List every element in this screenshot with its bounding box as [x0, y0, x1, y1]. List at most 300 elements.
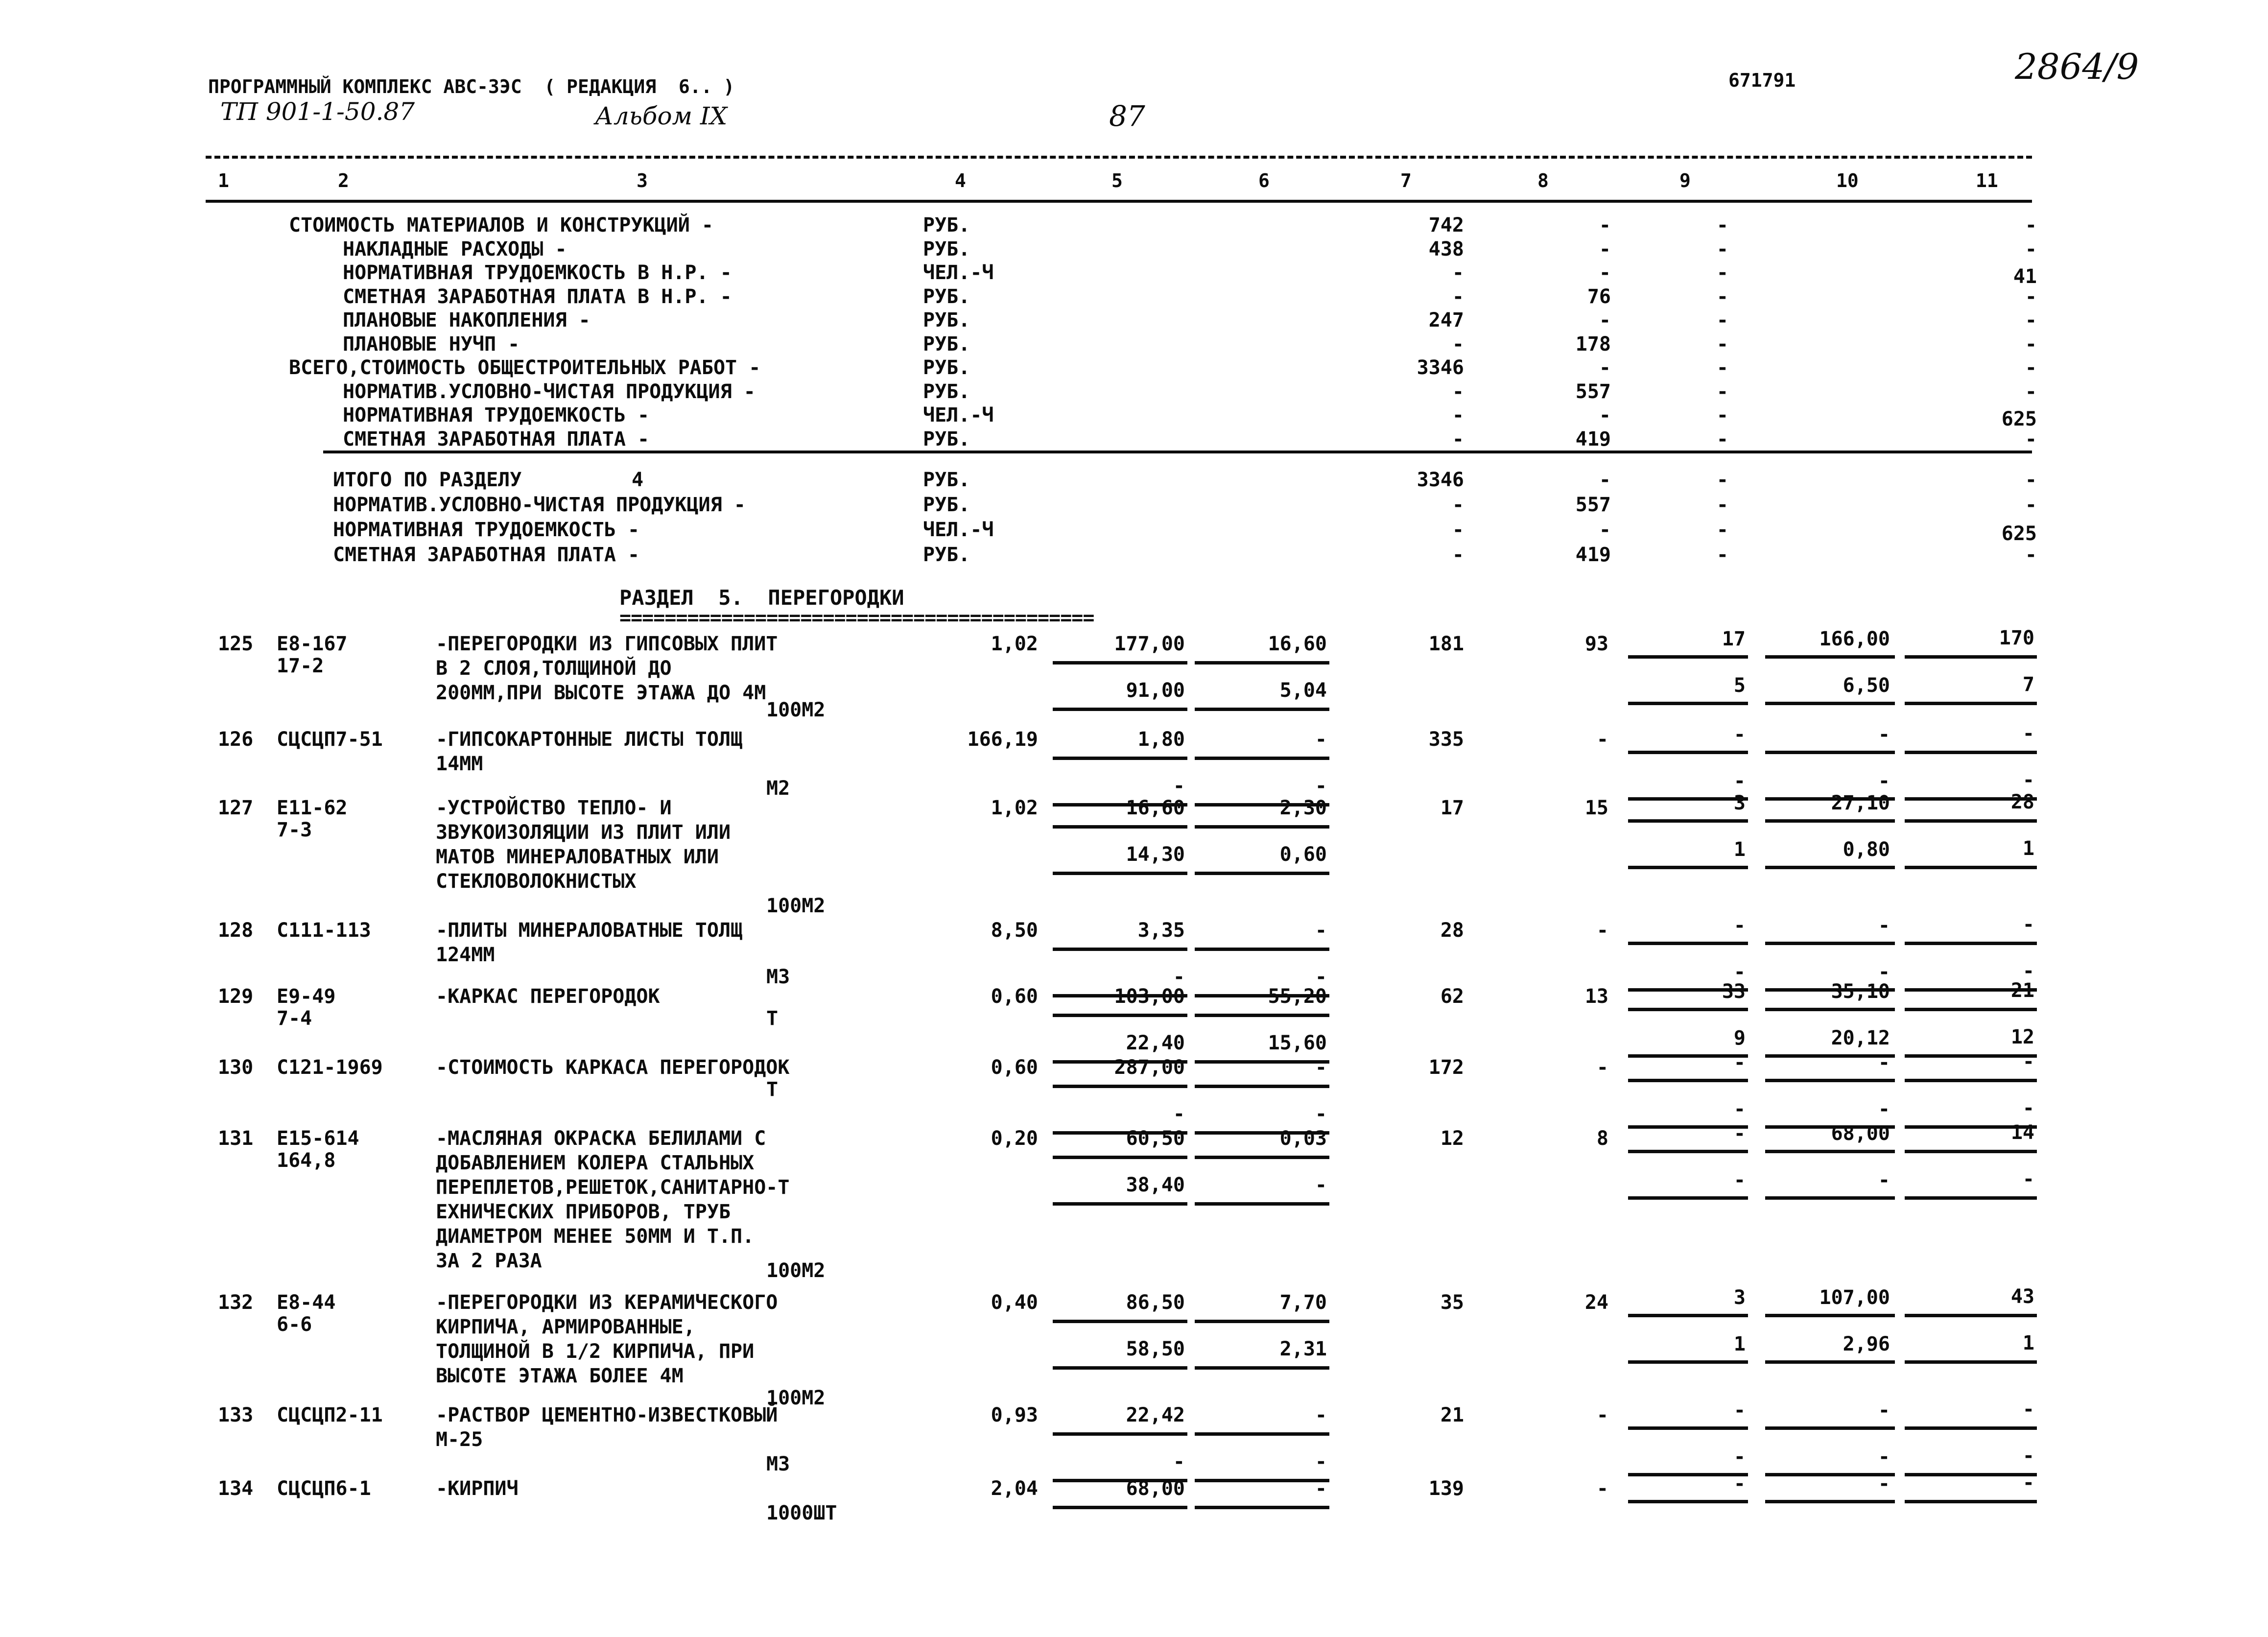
labour-col10-underline	[1765, 1473, 1895, 1476]
col9-underline	[1628, 1150, 1748, 1153]
labour-col9-underline	[1628, 702, 1748, 705]
summary-label: ПЛАНОВЫЕ НАКОПЛЕНИЯ -	[343, 309, 591, 332]
item-price-wages: -	[1315, 919, 1327, 942]
summary-col11: -	[2025, 356, 2037, 379]
summary-col9: -	[1716, 214, 1728, 237]
summary-col9: -	[1716, 427, 1728, 451]
item-col9: 3	[1733, 792, 1746, 814]
item-code: Е9-49	[277, 985, 336, 1008]
labour-col10-underline	[1765, 702, 1895, 705]
price-underline	[1053, 825, 1187, 829]
summary-col9: -	[1716, 309, 1728, 332]
item-labour-col10: -	[1878, 1446, 1890, 1468]
item-labour-total: 91,00	[1126, 679, 1185, 702]
item-labour-col9: 1	[1733, 838, 1746, 861]
item-col10: -	[1878, 914, 1890, 937]
item-labour-col10: 20,12	[1831, 1027, 1890, 1049]
summary-col8: -	[1599, 356, 1611, 379]
totals-col8: 557	[1575, 494, 1611, 516]
item-col10: -	[1878, 1472, 1890, 1495]
item-description-line: -КИРПИЧ	[436, 1477, 519, 1500]
item-col11: 28	[2010, 791, 2034, 813]
item-code: Е15-614	[277, 1127, 359, 1150]
item-col8: 13	[1584, 985, 1608, 1008]
col9-underline	[1628, 942, 1748, 945]
item-labour-col11: 1	[2022, 837, 2034, 860]
column-header: 11	[1976, 170, 1998, 191]
item-description-line: -КАРКАС ПЕРЕГОРОДОК	[436, 985, 660, 1008]
item-labour-col11: 7	[2022, 673, 2034, 696]
item-cost-total: 21	[1440, 1404, 1464, 1426]
col11-underline	[1905, 942, 2037, 945]
column-header: 4	[955, 170, 966, 191]
summary-label: СМЕТНАЯ ЗАРАБОТНАЯ ПЛАТА В Н.Р. -	[343, 285, 732, 308]
item-number: 126	[218, 728, 254, 751]
item-number: 131	[218, 1127, 254, 1150]
totals-col9: -	[1716, 519, 1728, 541]
col10-underline	[1765, 819, 1895, 823]
item-description-line: ПЕРЕПЛЕТОВ,РЕШЕТОК,САНИТАРНО-Т	[436, 1176, 790, 1199]
col10-underline	[1765, 1426, 1895, 1430]
item-description-line: ЕХНИЧЕСКИХ ПРИБОРОВ, ТРУБ	[436, 1201, 731, 1223]
totals-col8: -	[1599, 519, 1611, 541]
labour-underline	[1195, 1479, 1329, 1482]
labour-col9-underline	[1628, 1125, 1748, 1129]
item-quantity: 0,40	[991, 1291, 1038, 1314]
item-col11: 170	[1999, 627, 2034, 649]
item-cost-total: 17	[1440, 797, 1464, 819]
summary-col7: 438	[1428, 237, 1464, 261]
item-col10: -	[1878, 723, 1890, 746]
item-col11: -	[2022, 913, 2034, 936]
labour-underline	[1053, 708, 1187, 711]
item-labour-total: -	[1173, 1103, 1185, 1125]
summary-label: НОРМАТИВНАЯ ТРУДОЕМКОСТЬ В Н.Р. -	[343, 261, 732, 284]
totals-unit: РУБ.	[923, 469, 970, 491]
item-code: СЦСЦП2-11	[277, 1404, 383, 1426]
item-description-line: 200ММ,ПРИ ВЫСОТЕ ЭТАЖА ДО 4М	[436, 682, 766, 704]
summary-col8: -	[1599, 214, 1611, 237]
item-quantity: 0,60	[991, 1056, 1038, 1079]
totals-col7: -	[1452, 494, 1464, 516]
price-underline	[1195, 757, 1329, 760]
item-code-sub: 7-4	[277, 1007, 312, 1030]
item-col11: 43	[2010, 1285, 2034, 1308]
totals-col7: -	[1452, 519, 1464, 541]
totals-col8: 419	[1575, 544, 1611, 566]
summary-col7: -	[1452, 332, 1464, 356]
column-header: 10	[1836, 170, 1859, 191]
section-title-rule: ==========================================	[619, 607, 1094, 629]
item-price-total: 60,50	[1126, 1127, 1185, 1150]
item-quantity: 2,04	[991, 1477, 1038, 1500]
price-underline	[1195, 948, 1329, 951]
summary-col8: -	[1599, 404, 1611, 427]
item-labour-col9: -	[1733, 961, 1746, 983]
summary-col7: -	[1452, 404, 1464, 427]
item-col9: -	[1733, 1122, 1746, 1145]
item-code: Е11-62	[277, 797, 348, 819]
col10-underline	[1765, 751, 1895, 754]
item-description-line: -ПЕРЕГОРОДКИ ИЗ КЕРАМИЧЕСКОГО	[436, 1291, 778, 1314]
item-quantity: 1,02	[991, 633, 1038, 655]
item-cost-total: 35	[1440, 1291, 1464, 1314]
item-quantity: 0,93	[991, 1404, 1038, 1426]
summary-col8: 419	[1575, 427, 1611, 451]
item-col8: 93	[1584, 633, 1608, 655]
item-price-wages: -	[1315, 1404, 1327, 1426]
item-unit: М3	[766, 1453, 790, 1475]
item-unit: Т	[766, 1007, 779, 1030]
price-underline	[1195, 661, 1329, 664]
item-labour-col9: -	[1733, 1446, 1746, 1468]
item-description-line: 124ММ	[436, 944, 495, 966]
item-labour-col11: -	[2022, 769, 2034, 791]
col11-underline	[1905, 1079, 2037, 1082]
item-price-total: 103,00	[1114, 985, 1185, 1008]
price-underline	[1195, 825, 1329, 829]
column-header: 2	[338, 170, 349, 191]
item-description-line: В 2 СЛОЯ,ТОЛЩИНОЙ ДО	[436, 657, 672, 680]
item-cost-total: 172	[1428, 1056, 1464, 1079]
summary-label: СТОИМОСТЬ МАТЕРИАЛОВ И КОНСТРУКЦИЙ -	[289, 214, 713, 237]
summary-unit: РУБ.	[923, 309, 970, 332]
item-code: С121-1969	[277, 1056, 383, 1079]
item-description-line: ЗВУКОИЗОЛЯЦИИ ИЗ ПЛИТ ИЛИ	[436, 821, 731, 844]
item-labour-total: -	[1173, 775, 1185, 797]
summary-col11: 625	[2001, 408, 2037, 430]
item-col10: -	[1878, 1051, 1890, 1074]
price-underline	[1053, 1432, 1187, 1436]
item-labour-machines: -	[1315, 775, 1327, 797]
labour-col11-underline	[1905, 1473, 2037, 1476]
price-underline	[1195, 1320, 1329, 1323]
price-underline	[1195, 1156, 1329, 1159]
item-col11: 14	[2010, 1121, 2034, 1144]
summary-unit: РУБ.	[923, 356, 970, 379]
item-labour-total: 58,50	[1126, 1338, 1185, 1360]
item-description-line: М-25	[436, 1428, 483, 1451]
item-col9: -	[1733, 1472, 1746, 1495]
col10-underline	[1765, 1079, 1895, 1082]
labour-col11-underline	[1905, 1054, 2037, 1058]
item-price-total: 1,80	[1137, 728, 1185, 751]
page-number: 87	[1109, 99, 1145, 133]
item-description-line: 14ММ	[436, 753, 483, 775]
item-description-line: СТЕКЛОВОЛОКНИСТЫХ	[436, 870, 637, 893]
item-labour-machines: 0,60	[1279, 843, 1327, 866]
item-col10: 27,10	[1831, 792, 1890, 814]
item-col8: -	[1596, 1404, 1608, 1426]
column-header: 5	[1111, 170, 1123, 191]
item-price-wages: -	[1315, 1056, 1327, 1079]
col9-underline	[1628, 1426, 1748, 1430]
item-description-line: -СТОИМОСТЬ КАРКАСА ПЕРЕГОРОДОК	[436, 1056, 790, 1079]
labour-underline	[1053, 872, 1187, 875]
labour-col10-underline	[1765, 1360, 1895, 1364]
col11-underline	[1905, 1150, 2037, 1153]
item-number: 128	[218, 919, 254, 942]
summary-col8: 557	[1575, 380, 1611, 403]
column-header: 8	[1537, 170, 1549, 191]
col9-underline	[1628, 751, 1748, 754]
item-description-line: ЗА 2 РАЗА	[436, 1250, 542, 1272]
totals-col7: -	[1452, 544, 1464, 566]
item-cost-total: 139	[1428, 1477, 1464, 1500]
labour-col11-underline	[1905, 1360, 2037, 1364]
item-price-total: 68,00	[1126, 1477, 1185, 1500]
item-unit: 100М2	[766, 1259, 826, 1282]
item-description-line: -ГИПСОКАРТОННЫЕ ЛИСТЫ ТОЛЩ	[436, 728, 743, 751]
item-col9: -	[1733, 914, 1746, 937]
totals-col11: -	[2025, 544, 2037, 566]
item-unit: М3	[766, 966, 790, 988]
item-quantity: 8,50	[991, 919, 1038, 942]
item-cost-total: 12	[1440, 1127, 1464, 1150]
summary-col8: 178	[1575, 332, 1611, 356]
document-number: 671791	[1728, 70, 1796, 91]
item-col9: -	[1733, 1051, 1746, 1074]
item-price-wages: 2,30	[1279, 797, 1327, 819]
item-description-line: ДИАМЕТРОМ МЕНЕЕ 50ММ И Т.П.	[436, 1225, 755, 1248]
item-labour-col10: -	[1878, 961, 1890, 983]
item-col9: 3	[1733, 1286, 1746, 1309]
price-underline	[1053, 1085, 1187, 1088]
header-rule-bottom	[206, 200, 2032, 203]
totals-col11: 625	[2001, 522, 2037, 545]
summary-unit: РУБ.	[923, 237, 970, 261]
item-labour-machines: -	[1315, 966, 1327, 988]
item-labour-col11: -	[2022, 960, 2034, 982]
item-quantity: 0,20	[991, 1127, 1038, 1150]
labour-col10-underline	[1765, 1054, 1895, 1058]
item-description-line: -МАСЛЯНАЯ ОКРАСКА БЕЛИЛАМИ С	[436, 1127, 766, 1150]
totals-col7: 3346	[1417, 469, 1464, 491]
item-number: 125	[218, 633, 254, 655]
item-labour-machines: -	[1315, 1174, 1327, 1196]
header-rule-top	[206, 156, 2032, 159]
item-code-sub: 164,8	[277, 1149, 336, 1172]
col10-underline	[1765, 1500, 1895, 1503]
totals-col11: -	[2025, 494, 2037, 516]
item-cost-total: 335	[1428, 728, 1464, 751]
summary-unit: РУБ.	[923, 214, 970, 237]
totals-col9: -	[1716, 469, 1728, 491]
item-col8: 8	[1596, 1127, 1608, 1150]
item-price-wages: -	[1315, 728, 1327, 751]
summary-col8: -	[1599, 237, 1611, 261]
summary-col9: -	[1716, 285, 1728, 308]
col11-underline	[1905, 751, 2037, 754]
item-col8: -	[1596, 1056, 1608, 1079]
summary-col7: 3346	[1417, 356, 1464, 379]
summary-col11: -	[2025, 427, 2037, 451]
program-header: ПРОГРАММНЫЙ КОМПЛЕКС АВС-ЗЭС ( РЕДАКЦИЯ 6.. )	[208, 76, 735, 97]
item-cost-total: 28	[1440, 919, 1464, 942]
item-number: 129	[218, 985, 254, 1008]
price-underline	[1195, 1014, 1329, 1017]
price-underline	[1053, 1014, 1187, 1017]
item-description-line: -РАСТВОР ЦЕМЕНТНО-ИЗВЕСТКОВЫЙ	[436, 1404, 778, 1426]
item-col10: 35,10	[1831, 980, 1890, 1003]
item-col11: -	[2022, 722, 2034, 745]
item-labour-col9: 1	[1733, 1333, 1746, 1355]
totals-col9: -	[1716, 494, 1728, 516]
item-code: СЦСЦП6-1	[277, 1477, 371, 1500]
item-col9: -	[1733, 723, 1746, 746]
item-labour-machines: 2,31	[1279, 1338, 1327, 1360]
item-price-total: 86,50	[1126, 1291, 1185, 1314]
item-col11: -	[2022, 1471, 2034, 1494]
price-underline	[1195, 1432, 1329, 1436]
item-number: 127	[218, 797, 254, 819]
item-unit: 100М2	[766, 895, 826, 917]
summary-label: ПЛАНОВЫЕ НУЧП -	[343, 332, 520, 356]
price-underline	[1053, 757, 1187, 760]
summary-col11: -	[2025, 214, 2037, 237]
summary-unit: ЧЕЛ.-Ч	[923, 404, 994, 427]
item-cost-total: 62	[1440, 985, 1464, 1008]
item-col8: 15	[1584, 797, 1608, 819]
summary-col11: -	[2025, 285, 2037, 308]
col11-underline	[1905, 1500, 2037, 1503]
item-labour-col10: -	[1878, 770, 1890, 792]
col11-underline	[1905, 819, 2037, 823]
labour-underline	[1195, 708, 1329, 711]
item-unit: Т	[766, 1078, 779, 1101]
column-header: 6	[1258, 170, 1270, 191]
col10-underline	[1765, 1150, 1895, 1153]
labour-col9-underline	[1628, 866, 1748, 869]
archive-stamp: 2864/9	[2015, 46, 2139, 87]
item-quantity: 166,19	[967, 728, 1038, 751]
totals-unit: РУБ.	[923, 494, 970, 516]
item-labour-col11: -	[2022, 1445, 2034, 1467]
col10-underline	[1765, 1314, 1895, 1317]
summary-rule	[323, 451, 2032, 453]
summary-label: НАКЛАДНЫЕ РАСХОДЫ -	[343, 237, 567, 261]
totals-label: НОРМАТИВ.УСЛОВНО-ЧИСТАЯ ПРОДУКЦИЯ -	[333, 494, 746, 516]
item-code: С111-113	[277, 919, 371, 942]
totals-label: СМЕТНАЯ ЗАРАБОТНАЯ ПЛАТА -	[333, 544, 640, 566]
price-underline	[1053, 1156, 1187, 1159]
col10-underline	[1765, 1008, 1895, 1011]
totals-unit: РУБ.	[923, 544, 970, 566]
item-code: Е8-44	[277, 1291, 336, 1314]
item-labour-total: -	[1173, 1450, 1185, 1473]
item-number: 134	[218, 1477, 254, 1500]
section-title: РАЗДЕЛ 5. ПЕРЕГОРОДКИ	[619, 586, 904, 610]
item-unit: 100М2	[766, 699, 826, 721]
item-col8: 24	[1584, 1291, 1608, 1314]
summary-col7: 742	[1428, 214, 1464, 237]
item-unit: М2	[766, 777, 790, 800]
col9-underline	[1628, 1500, 1748, 1503]
item-description-line: ДОБАВЛЕНИЕМ КОЛЕРА СТАЛЬНЫХ	[436, 1152, 755, 1174]
item-price-total: 3,35	[1137, 919, 1185, 942]
summary-label: НОРМАТИВНАЯ ТРУДОЕМКОСТЬ -	[343, 404, 650, 427]
item-col8: -	[1596, 728, 1608, 751]
column-header: 1	[218, 170, 229, 191]
item-code-sub: 7-3	[277, 819, 312, 841]
item-labour-col10: -	[1878, 1098, 1890, 1120]
item-col9: 33	[1722, 980, 1746, 1003]
item-labour-col9: -	[1733, 770, 1746, 792]
column-header: 7	[1400, 170, 1412, 191]
summary-unit: ЧЕЛ.-Ч	[923, 261, 994, 284]
item-price-wages: 16,60	[1268, 633, 1327, 655]
summary-col7: 247	[1428, 309, 1464, 332]
item-labour-col9: 5	[1733, 674, 1746, 697]
summary-col8: -	[1599, 309, 1611, 332]
item-labour-col10: 2,96	[1843, 1333, 1890, 1355]
summary-col9: -	[1716, 380, 1728, 403]
item-description-line: -УСТРОЙСТВО ТЕПЛО- И	[436, 797, 672, 819]
item-col11: 21	[2010, 979, 2034, 1002]
summary-col9: -	[1716, 237, 1728, 261]
column-header: 3	[637, 170, 648, 191]
item-labour-col11: -	[2022, 1168, 2034, 1190]
col11-underline	[1905, 655, 2037, 659]
item-col11: -	[2022, 1398, 2034, 1421]
labour-underline	[1195, 1060, 1329, 1064]
labour-col9-underline	[1628, 1054, 1748, 1058]
item-col9: 17	[1722, 628, 1746, 650]
summary-col9: -	[1716, 356, 1728, 379]
totals-label: НОРМАТИВНАЯ ТРУДОЕМКОСТЬ -	[333, 519, 640, 541]
item-col9: -	[1733, 1399, 1746, 1422]
item-quantity: 0,60	[991, 985, 1038, 1008]
summary-col8: -	[1599, 261, 1611, 284]
summary-col11: -	[2025, 332, 2037, 356]
item-code-sub: 17-2	[277, 655, 324, 677]
item-labour-col9: -	[1733, 1169, 1746, 1191]
labour-underline	[1053, 1366, 1187, 1370]
item-unit: 1000ШТ	[766, 1502, 837, 1524]
labour-col9-underline	[1628, 1196, 1748, 1200]
item-description-line: МАТОВ МИНЕРАЛОВАТНЫХ ИЛИ	[436, 846, 719, 868]
item-labour-machines: -	[1315, 1103, 1327, 1125]
item-description-line: ТОЛЩИНОЙ В 1/2 КИРПИЧА, ПРИ	[436, 1340, 755, 1363]
price-underline	[1053, 661, 1187, 664]
labour-underline	[1053, 1202, 1187, 1206]
item-price-total: 16,60	[1126, 797, 1185, 819]
labour-col11-underline	[1905, 702, 2037, 705]
summary-col7: -	[1452, 261, 1464, 284]
col9-underline	[1628, 1314, 1748, 1317]
totals-unit: ЧЕЛ.-Ч	[923, 519, 994, 541]
col9-underline	[1628, 819, 1748, 823]
item-description-line: -ПЕРЕГОРОДКИ ИЗ ГИПСОВЫХ ПЛИТ	[436, 633, 778, 655]
totals-col11: -	[2025, 469, 2037, 491]
labour-col9-underline	[1628, 797, 1748, 801]
col9-underline	[1628, 1008, 1748, 1011]
item-labour-col10: -	[1878, 1169, 1890, 1191]
price-underline	[1195, 1506, 1329, 1509]
totals-col8: -	[1599, 469, 1611, 491]
labour-underline	[1195, 1366, 1329, 1370]
item-labour-col9: 9	[1733, 1027, 1746, 1049]
summary-unit: РУБ.	[923, 332, 970, 356]
summary-label: СМЕТНАЯ ЗАРАБОТНАЯ ПЛАТА -	[343, 427, 650, 451]
summary-col9: -	[1716, 332, 1728, 356]
item-price-total: 287,00	[1114, 1056, 1185, 1079]
labour-col10-underline	[1765, 1196, 1895, 1200]
item-labour-total: 22,40	[1126, 1032, 1185, 1054]
item-price-total: 22,42	[1126, 1404, 1185, 1426]
item-col8: -	[1596, 1477, 1608, 1500]
item-description-line: -ПЛИТЫ МИНЕРАЛОВАТНЫЕ ТОЛЩ	[436, 919, 743, 942]
